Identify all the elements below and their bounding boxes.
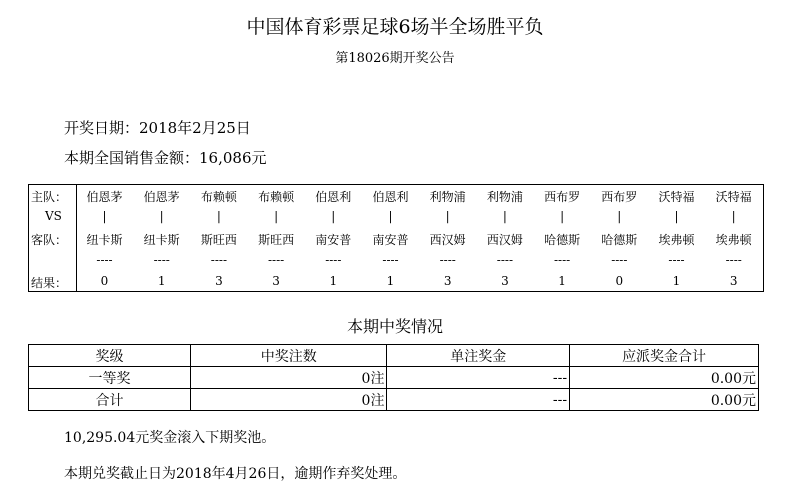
header-winners: 中奖注数 bbox=[190, 345, 386, 367]
prize-table-header bbox=[29, 345, 759, 367]
cell-winners: 0注 bbox=[190, 389, 386, 411]
match-result: 3 bbox=[215, 274, 223, 288]
away-label: 客队： bbox=[31, 233, 68, 247]
match-column bbox=[648, 185, 705, 291]
draw-date: 开奖日期：2018年2月25日 bbox=[64, 119, 251, 137]
away-team: 哈德斯 bbox=[544, 233, 581, 247]
match-result: 1 bbox=[329, 274, 338, 288]
dash-separator: ---- bbox=[611, 253, 628, 267]
cell-total: 0.00元 bbox=[570, 389, 759, 411]
table-row bbox=[29, 367, 759, 389]
result-label: 结果： bbox=[31, 276, 68, 290]
home-team: 伯恩利 bbox=[372, 190, 409, 204]
match-result: 1 bbox=[558, 274, 566, 288]
away-team: 斯旺西 bbox=[258, 233, 295, 247]
match-result: 0 bbox=[100, 274, 109, 288]
header-prize-per: 单注奖金 bbox=[387, 345, 570, 367]
home-team: 利物浦 bbox=[486, 190, 523, 204]
vs-pipe: | bbox=[445, 209, 450, 223]
vs-label: VS bbox=[45, 209, 62, 223]
home-team: 西布罗 bbox=[601, 190, 638, 204]
match-column bbox=[133, 185, 190, 291]
sales-amount: 本期全国销售金额：16,086元 bbox=[64, 149, 267, 167]
away-team: 埃弗顿 bbox=[715, 233, 752, 247]
match-column bbox=[476, 185, 533, 291]
away-team: 西汉姆 bbox=[486, 233, 523, 247]
dash-separator: ---- bbox=[382, 253, 399, 267]
home-team: 布赖顿 bbox=[200, 190, 237, 204]
dash-separator: ---- bbox=[267, 253, 285, 267]
match-column bbox=[591, 185, 648, 291]
match-column bbox=[705, 185, 762, 291]
header-level: 奖级 bbox=[29, 345, 191, 367]
away-team: 南安普 bbox=[372, 233, 409, 247]
vs-pipe: | bbox=[216, 209, 221, 223]
match-result: 0 bbox=[615, 274, 624, 288]
rollover-note: 10,295.04元奖金滚入下期奖池。 bbox=[64, 430, 276, 446]
home-team: 布赖顿 bbox=[258, 190, 295, 204]
home-team: 伯恩茅 bbox=[86, 190, 123, 204]
home-team: 西布罗 bbox=[544, 190, 581, 204]
vs-pipe: | bbox=[731, 209, 736, 223]
match-result: 3 bbox=[729, 274, 738, 288]
match-column bbox=[190, 185, 247, 291]
home-team: 沃特福 bbox=[658, 190, 695, 204]
table-row bbox=[29, 389, 759, 411]
away-team: 纽卡斯 bbox=[86, 233, 123, 247]
vs-pipe: | bbox=[502, 209, 507, 223]
prize-table bbox=[28, 344, 759, 411]
vs-pipe: | bbox=[617, 209, 622, 223]
cell-prize-per: --- bbox=[387, 367, 570, 389]
vs-pipe: | bbox=[674, 209, 679, 223]
match-column bbox=[305, 185, 362, 291]
dash-separator: ---- bbox=[210, 253, 227, 267]
away-team: 西汉姆 bbox=[429, 233, 466, 247]
dash-separator: ---- bbox=[553, 253, 571, 267]
vs-pipe: | bbox=[331, 209, 336, 223]
match-column bbox=[419, 185, 476, 291]
deadline-note: 本期兑奖截止日为2018年4月26日，逾期作弃奖处理。 bbox=[64, 466, 407, 482]
match-result: 3 bbox=[501, 274, 509, 288]
dash-separator: ---- bbox=[325, 253, 342, 267]
prize-section-title: 本期中奖情况 bbox=[346, 317, 443, 336]
issue-subtitle: 第18026期开奖公告 bbox=[335, 51, 455, 66]
home-team: 沃特福 bbox=[715, 190, 752, 204]
dash-separator: ---- bbox=[439, 253, 456, 267]
match-column bbox=[534, 185, 591, 291]
dash-separator: ---- bbox=[725, 253, 742, 267]
dash-separator: ---- bbox=[496, 253, 513, 267]
vs-pipe: | bbox=[388, 209, 393, 223]
match-result: 1 bbox=[157, 274, 166, 288]
vs-pipe: | bbox=[159, 209, 164, 223]
home-team: 利物浦 bbox=[429, 190, 466, 204]
match-column bbox=[76, 185, 133, 291]
match-column bbox=[362, 185, 419, 291]
home-team: 伯恩利 bbox=[315, 190, 352, 204]
dash-separator: ---- bbox=[668, 253, 685, 267]
match-result: 1 bbox=[386, 274, 395, 288]
cell-winners: 0注 bbox=[190, 367, 386, 389]
vs-pipe: | bbox=[274, 209, 279, 223]
dash-separator: ---- bbox=[96, 253, 113, 267]
match-result: 1 bbox=[672, 274, 681, 288]
away-team: 斯旺西 bbox=[200, 233, 237, 247]
cell-total: 0.00元 bbox=[570, 367, 759, 389]
match-result: 3 bbox=[443, 274, 452, 288]
match-column bbox=[248, 185, 305, 291]
away-team: 埃弗顿 bbox=[658, 233, 695, 247]
match-grid bbox=[28, 184, 764, 292]
away-team: 南安普 bbox=[315, 233, 352, 247]
page-title: 中国体育彩票足球6场半全场胜平负 bbox=[246, 16, 544, 38]
home-team: 伯恩茅 bbox=[143, 190, 180, 204]
header-total: 应派奖金合计 bbox=[570, 345, 759, 367]
cell-level: 一等奖 bbox=[29, 367, 191, 389]
home-label: 主队： bbox=[31, 190, 68, 204]
cell-prize-per: --- bbox=[387, 389, 570, 411]
away-team: 哈德斯 bbox=[601, 233, 638, 247]
cell-level: 合计 bbox=[29, 389, 191, 411]
dash-separator: ---- bbox=[153, 253, 170, 267]
vs-pipe: | bbox=[560, 209, 565, 223]
away-team: 纽卡斯 bbox=[143, 233, 180, 247]
match-result: 3 bbox=[272, 274, 280, 288]
vs-pipe: | bbox=[102, 209, 107, 223]
